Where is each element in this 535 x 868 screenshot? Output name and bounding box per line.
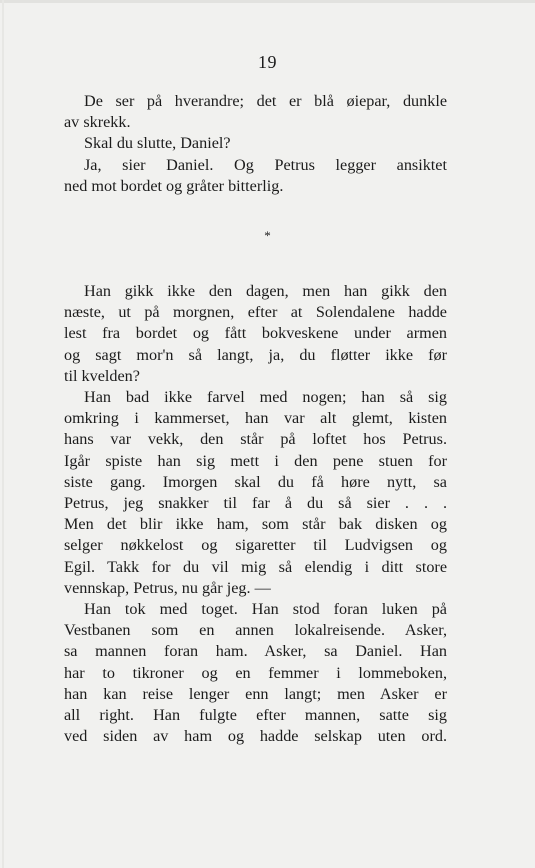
text-line: ved siden av ham og hadde selskap uten ord. (64, 727, 447, 746)
text-line: Ja, sier Daniel. Og Petrus legger ansiktet (84, 155, 447, 174)
page-top-edge (0, 0, 535, 3)
text-line: sa mannen foran ham. Asker, sa Daniel. Han (64, 642, 447, 661)
text-line: vennskap, Petrus, nu går jeg. — (64, 578, 271, 597)
text-line: og sagt mor'n så langt, ja, du fløtter ikke før (64, 345, 447, 364)
text-line: av skrekk. (64, 113, 131, 132)
page-number: 19 (258, 52, 277, 72)
paragraph-block-1 (64, 91, 447, 197)
text-line: Petrus, jeg snakker til far å du så sier . . . (64, 494, 447, 513)
text-line: Han bad ikke farvel med nogen; han så sig (84, 388, 447, 407)
text-line: han kan reise lenger enn langt; men Asker er (64, 684, 447, 703)
text-line: Igår spiste han sig mett i den pene stuen for (64, 451, 447, 470)
text-line: har to tikroner og en femmer i lommeboken, (64, 663, 447, 682)
section-divider-star: * (264, 228, 271, 243)
text-line: ned mot bordet og gråter bitterlig. (64, 176, 284, 195)
text-line: Skal du slutte, Daniel? (84, 134, 231, 153)
page-binding-edge (2, 0, 4, 868)
text-line: selger nøkkelost og sigaretter til Ludvigsen og (64, 536, 447, 555)
text-line: Han gikk ikke den dagen, men han gikk den (84, 282, 447, 300)
text-line: Men det blir ikke ham, som står bak disken og (64, 515, 447, 534)
text-line: Egil. Takk for du vil mig så elendig i ditt store (64, 557, 447, 576)
text-line: til kvelden? (64, 366, 140, 385)
text-line: Vestbanen som en annen lokalreisende. Asker, (64, 621, 447, 640)
text-line: lest fra bordet og fått bokveskene under armen (64, 324, 447, 343)
text-line: siste gang. Imorgen skal du få høre nytt, sa (64, 472, 447, 491)
text-line: hans var vekk, den står på loftet hos Petrus. (64, 430, 447, 449)
text-line: all right. Han fulgte efter mannen, satte sig (64, 706, 447, 725)
text-line: omkring i kammerset, han var alt glemt, kisten (64, 409, 447, 428)
text-line: Han tok med toget. Han stod foran luken på (84, 600, 447, 619)
paragraph-block-2 (64, 281, 447, 747)
text-line: De ser på hverandre; det er blå øiepar, dunkle (84, 92, 447, 110)
text-line: næste, ut på morgnen, efter at Solendalene hadde (64, 303, 447, 322)
